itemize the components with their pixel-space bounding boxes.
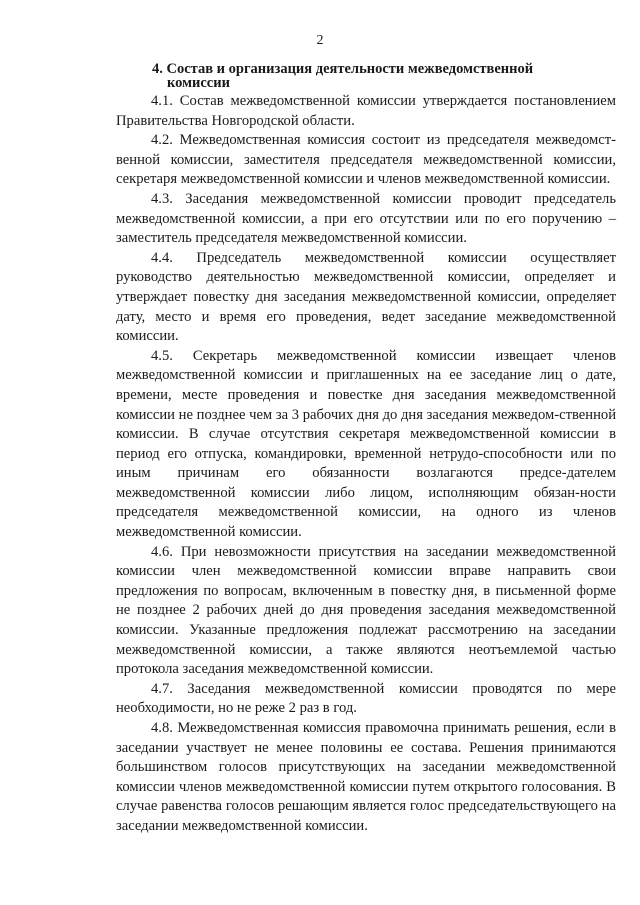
paragraph-4-2: 4.2. Межведомственная комиссия состоит из председателя межведомст-венной комиссии, заместителя председателя межведомственной комиссии, секретаря межведомственной комиссии и членов межведомственной комиссии. xyxy=(116,132,616,188)
paragraph-4-1: 4.1. Состав межведомственной комиссии утверждается постановлением Правительства Новгородской области. xyxy=(116,93,616,129)
section-title-line1: 4. Состав и организация деятельности межведомственной xyxy=(152,61,534,77)
paragraph-4-5: 4.5. Секретарь межведомственной комиссии извещает членов межведомственной комиссии и приглашенных на ее заседание лиц о дате, времени, месте проведения и повестке дня заседания межведомственной комиссии не позднее чем за 3 рабочих дня до дня заседания межведом-ственной комиссии. В случае отсутствия секретаря межведомственной комиссии в период его отпуска, командировки, временной нетрудо-способности или по иным причинам его обязанности возлагаются предсе-дателем межведомственной комиссии либо лицом, исполняющим обязан-ности председателя межведомственной комиссии, на одного из членов межведомственной комиссии. xyxy=(116,347,616,541)
paragraph-4-3: 4.3. Заседания межведомственной комиссии проводит председатель межведомственной комиссии, а при его отсутствии или по его поручению – заместитель председателя межведомственной комиссии. xyxy=(116,190,616,247)
page-number: 2 xyxy=(316,33,324,48)
section-title xyxy=(152,62,592,90)
paragraph-4-6: 4.6. При невозможности присутствия на заседании межведомственной комиссии член межведомственной комиссии вправе направить свои предложения по вопросам, включенным в повестку дня, в письменной форме не позднее 2 рабочих дней до дня проведения заседания межведомственной комиссии. Указанные предложения подлежат рассмотрению на заседании межведомственной комиссии, а также являются неотъемлемой частью протокола заседания межведомственной комиссии. xyxy=(116,543,616,678)
paragraph-4-4: 4.4. Председатель межведомственной комиссии осуществляет руководство деятельностью межведомственной комиссии, определяет и утверждает повестку дня заседания межведомственной комиссии, определяет дату, место и время его проведения, ведет заседание межведомственной комиссии. xyxy=(116,249,616,345)
section-title-line2: комиссии xyxy=(167,75,230,91)
document-body xyxy=(116,92,616,837)
paragraph-4-8: 4.8. Межведомственная комиссия правомочна принимать решения, если в заседании участвует не менее половины ее состава. Решения принимаются большинством голосов присутствующих на заседании межведомственной комиссии членов межведомственной комиссии путем открытого голосования. В случае равенства голосов решающим является голос председательствующего на заседании межведомственной комиссии. xyxy=(116,720,616,834)
paragraph-4-7: 4.7. Заседания межведомственной комиссии проводятся по мере необходимости, но не реже 2 раз в год. xyxy=(116,680,616,717)
